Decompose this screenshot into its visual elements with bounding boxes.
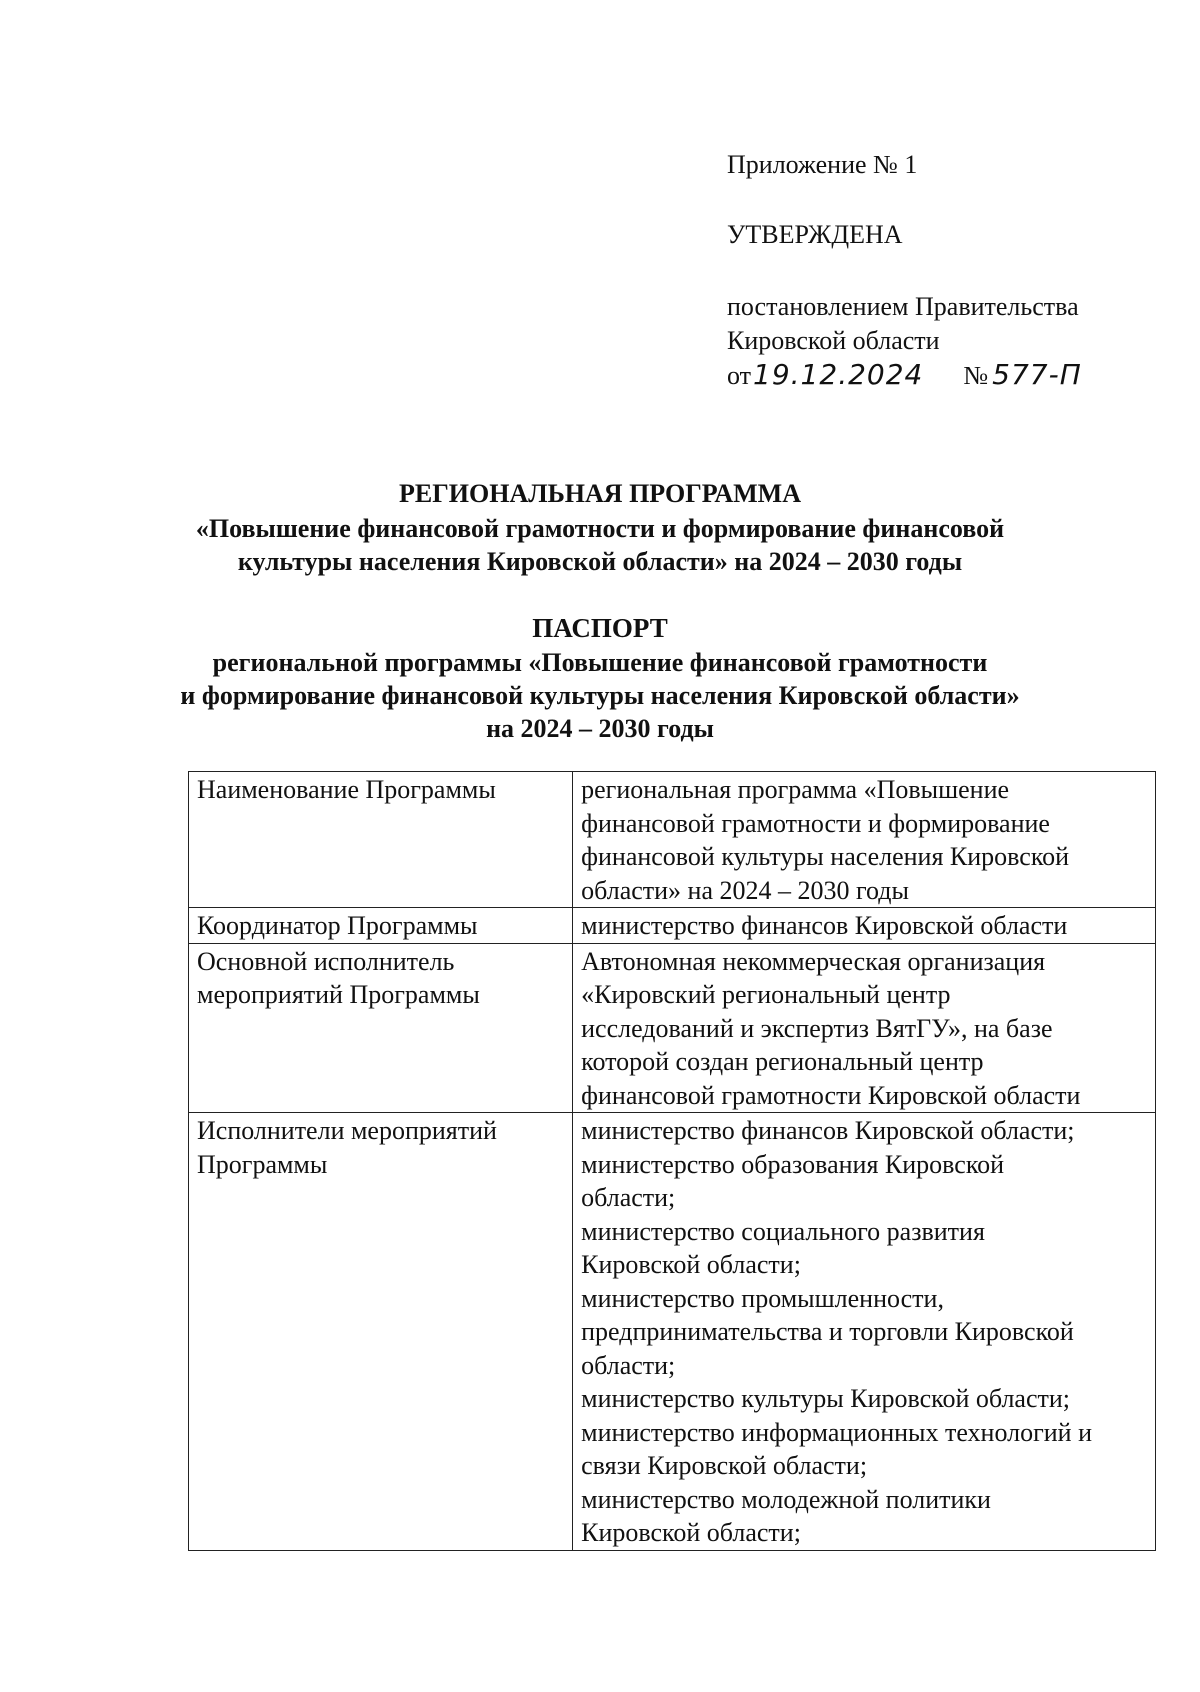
row-value-line: министерство информационных технологий и xyxy=(581,1417,1093,1447)
row-value-cell xyxy=(573,772,1156,908)
table-row xyxy=(189,1113,1156,1551)
row-label-line: Исполнители мероприятий xyxy=(197,1116,497,1145)
row-value-line: Кировской области; xyxy=(581,1518,801,1547)
handwritten-date: 19.12.2024 xyxy=(753,358,924,391)
row-value-line: «Кировский региональный центр xyxy=(581,980,951,1009)
row-value-line: финансовой грамотности и формирование xyxy=(581,808,1050,838)
passport-subtitle-line: региональной программы «Повышение финансовой грамотности xyxy=(212,648,988,677)
table-row xyxy=(189,943,1156,1113)
passport-table-body xyxy=(189,772,1156,1551)
passport-subtitle xyxy=(150,646,1050,745)
row-value-line: министерство молодежной политики xyxy=(581,1484,991,1514)
passport-subtitle-line: на 2024 – 2030 годы xyxy=(486,714,714,743)
passport-title: ПАСПОРТ xyxy=(532,613,668,643)
row-value-line: министерство промышленности, xyxy=(581,1283,944,1313)
program-name-line: культуры населения Кировской области» на 2024 – 2030 годы xyxy=(237,547,963,576)
row-value-line: региональная программа «Повышение xyxy=(581,775,1010,804)
row-label-line: Программы xyxy=(197,1149,328,1179)
passport-table xyxy=(188,771,1156,1551)
appendix-label: Приложение № 1 xyxy=(727,150,918,179)
row-label-line: мероприятий Программы xyxy=(197,980,480,1009)
row-value-line: министерство финансов Кировской области xyxy=(581,911,1068,940)
row-value-line: области» на 2024 – 2030 годы xyxy=(581,875,909,905)
table-row xyxy=(189,772,1156,908)
row-value-line: предпринимательства и торговли Кировской xyxy=(581,1317,1074,1346)
row-value-line: области; xyxy=(581,1183,676,1212)
date-prefix: от xyxy=(727,361,752,390)
row-label-line: Наименование Программы xyxy=(197,775,496,804)
row-value-cell xyxy=(573,1113,1156,1551)
handwritten-number: 577-П xyxy=(992,358,1082,391)
row-value-line: области; xyxy=(581,1350,676,1380)
row-value-line: Автономная некоммерческая организация xyxy=(581,946,1046,976)
table-row xyxy=(189,908,1156,944)
row-label-line: Координатор Программы xyxy=(197,911,478,940)
row-value-cell xyxy=(573,943,1156,1113)
number-prefix: № xyxy=(963,361,989,390)
row-value-line: финансовой грамотности Кировской области xyxy=(581,1080,1081,1110)
row-value-line: Кировской области; xyxy=(581,1250,801,1279)
row-value-line: министерство образования Кировской xyxy=(581,1149,1005,1179)
row-value-line: исследований и экспертиз ВятГУ», на базе xyxy=(581,1013,1053,1043)
decree-line-2: Кировской области xyxy=(727,326,940,355)
row-label-cell xyxy=(189,772,573,908)
program-title: РЕГИОНАЛЬНАЯ ПРОГРАММА xyxy=(399,479,801,508)
row-label-cell xyxy=(189,1113,573,1551)
row-value-line: министерство культуры Кировской области; xyxy=(581,1384,1071,1413)
row-value-line: министерство финансов Кировской области; xyxy=(581,1116,1075,1145)
row-label-line: Основной исполнитель xyxy=(197,946,455,976)
approved-label: УТВЕРЖДЕНА xyxy=(727,220,903,249)
row-value-line: министерство социального развития xyxy=(581,1216,985,1246)
program-name xyxy=(150,512,1050,578)
decree-line-1: постановлением Правительства xyxy=(727,292,1079,321)
decree-date-line xyxy=(727,358,1082,393)
row-label-cell xyxy=(189,943,573,1113)
row-value-line: которой создан региональный центр xyxy=(581,1047,984,1076)
row-value-cell xyxy=(573,908,1156,944)
program-name-line: «Повышение финансовой грамотности и формирование финансовой xyxy=(195,514,1005,543)
row-value-line: связи Кировской области; xyxy=(581,1451,868,1480)
row-value-line: финансовой культуры населения Кировской xyxy=(581,842,1070,871)
passport-subtitle-line: и формирование финансовой культуры населения Кировской области» xyxy=(180,681,1020,710)
row-label-cell xyxy=(189,908,573,944)
